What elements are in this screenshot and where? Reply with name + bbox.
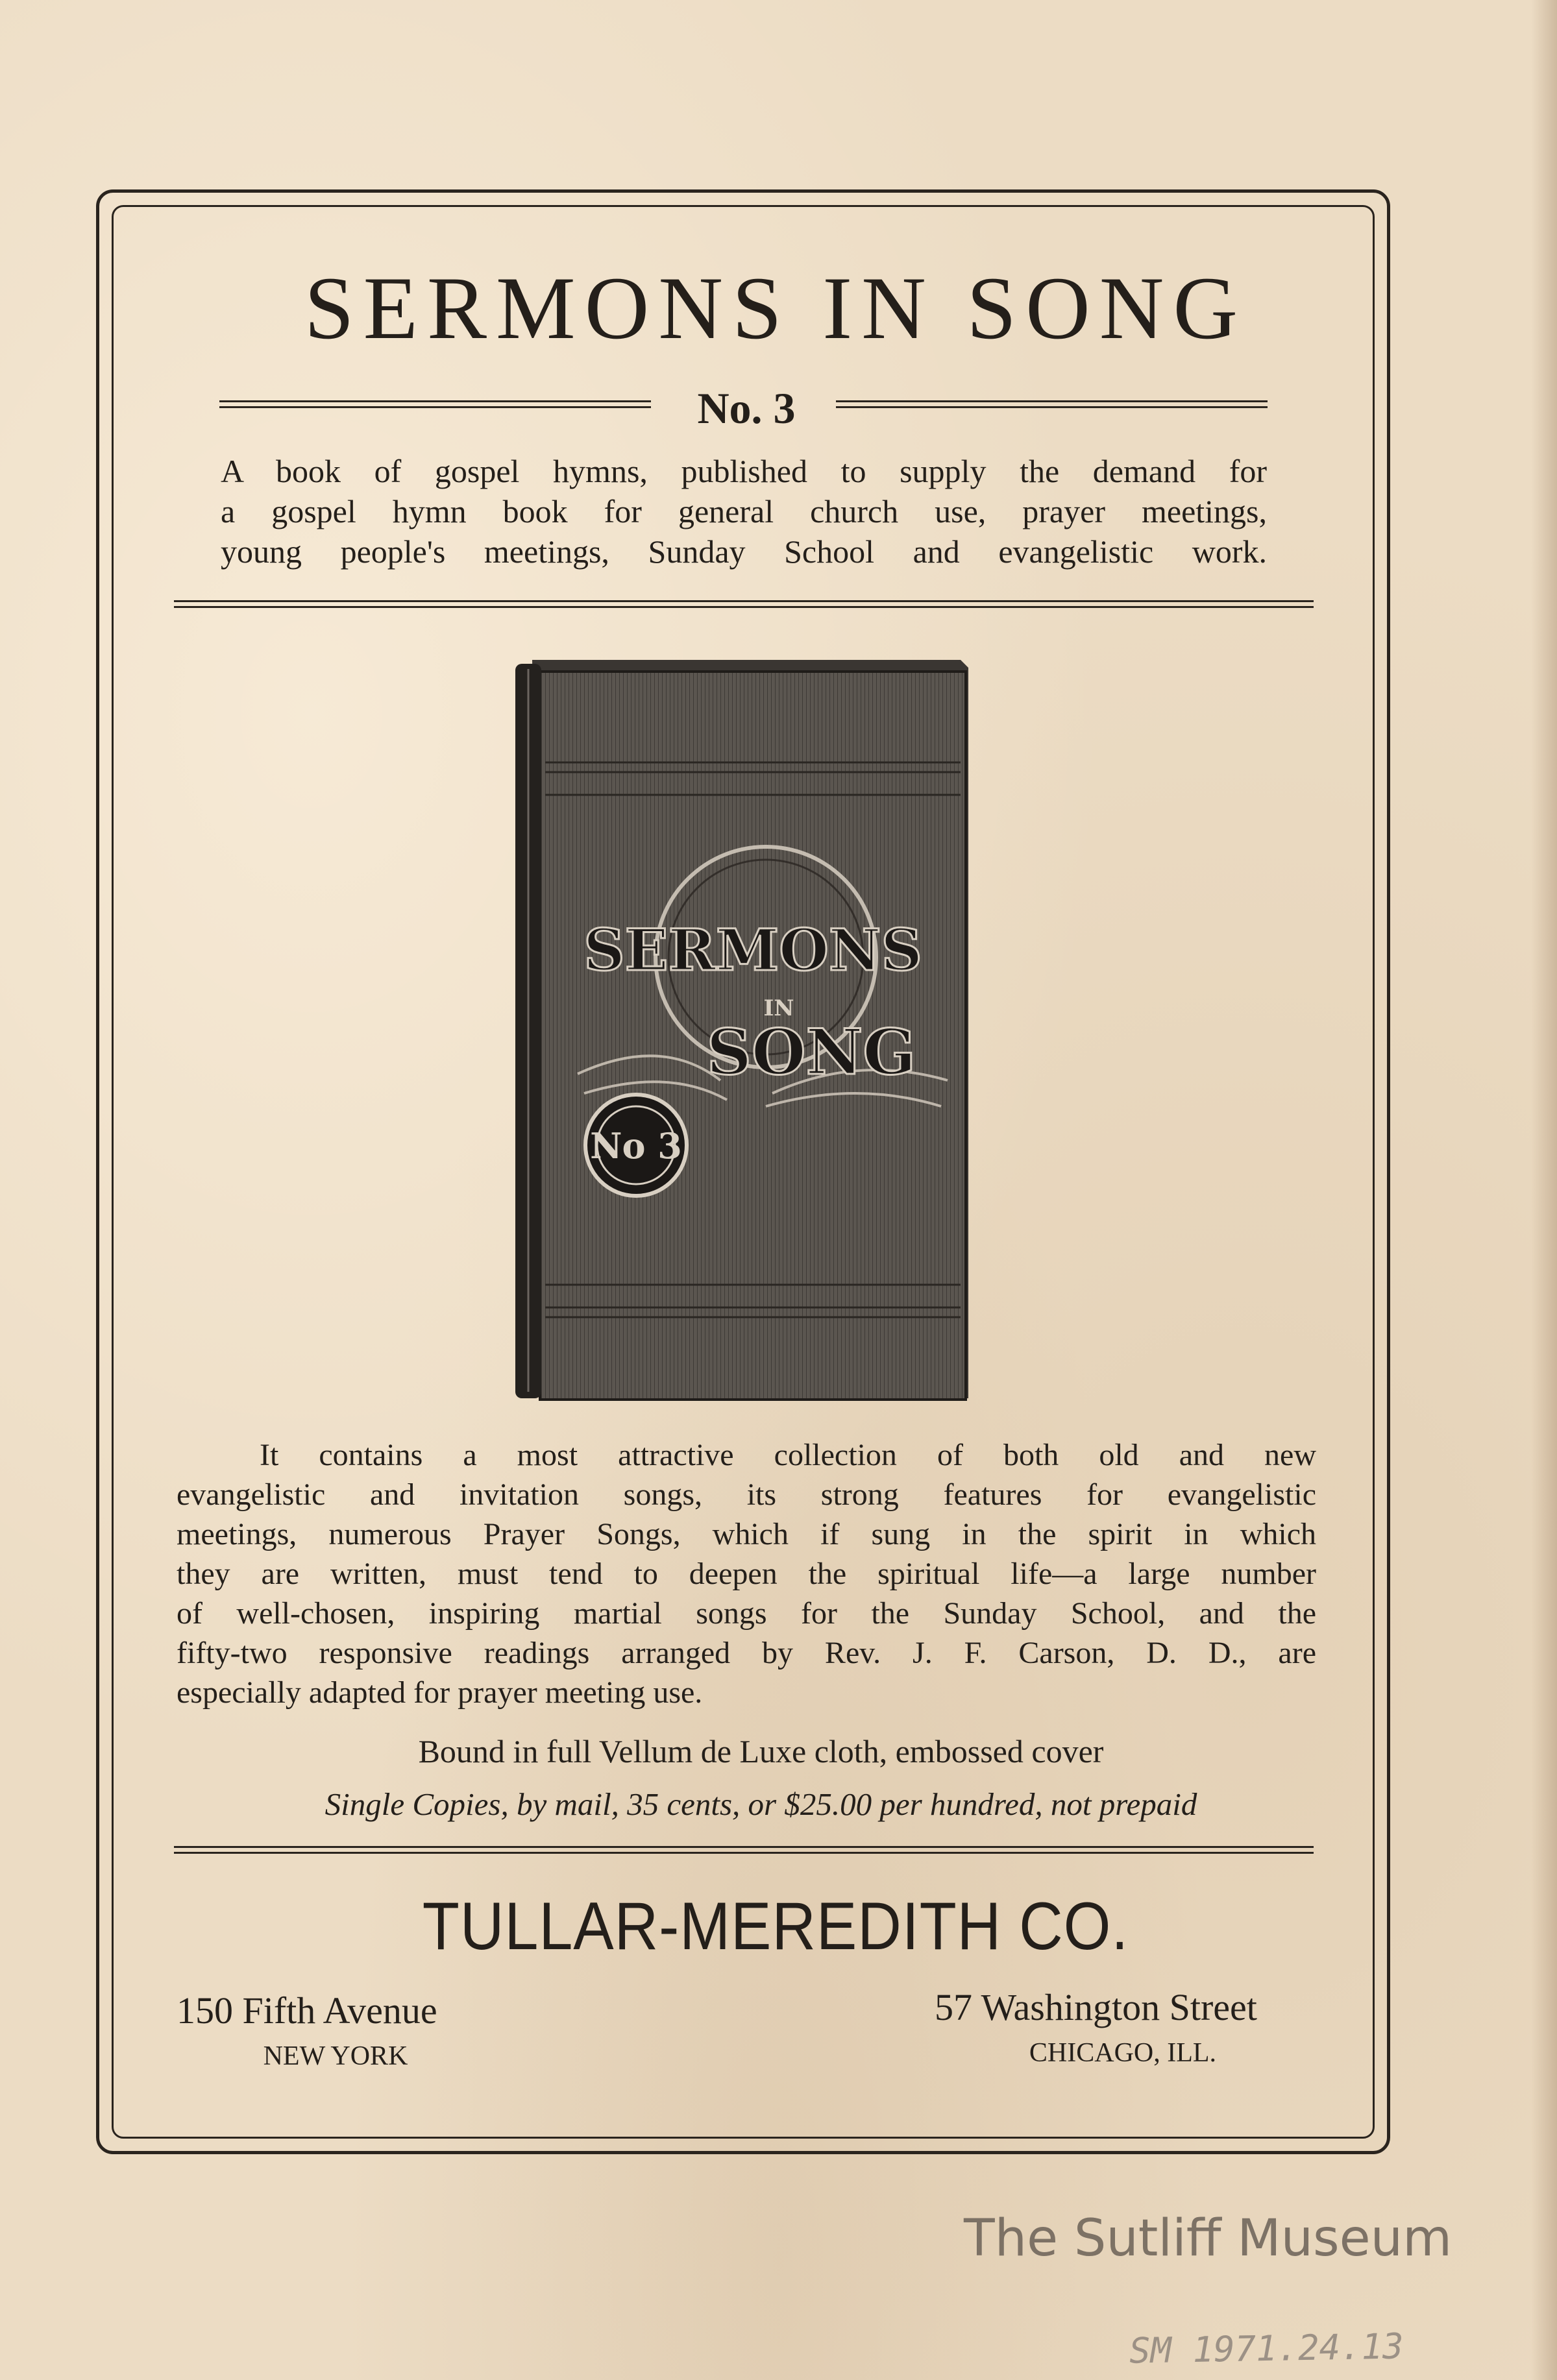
book-illustration: [506, 652, 987, 1405]
body-line: fifty-two responsive readings arranged by Rev. J. F. Carson, D. D., are: [177, 1636, 1316, 1670]
intro-line: young people's meetings, Sunday School and evangelistic work.: [221, 533, 1267, 570]
museum-watermark: The Sutliff Museum: [964, 2209, 1453, 2268]
address-right-street: 57 Washington Street: [935, 1986, 1257, 2028]
number-rule-left: [219, 400, 651, 408]
publisher-name: TULLAR-MEREDITH CO.: [422, 1889, 1129, 1964]
cover-number-text: No 3: [590, 1125, 682, 1167]
address-right-city: CHICAGO, ILL.: [1029, 2038, 1217, 2068]
binding-note: Bound in full Vellum de Luxe cloth, embossed cover: [418, 1733, 1104, 1769]
page-title: SERMONS IN SONG: [304, 258, 1247, 358]
body-line: evangelistic and invitation songs, its strong features for evangelistic: [177, 1477, 1316, 1512]
body-line: It contains a most attractive collection of both old and new: [260, 1438, 1316, 1472]
intro-line: a gospel hymn book for general church use, prayer meetings,: [221, 493, 1267, 529]
description-paragraph: [177, 1435, 1316, 1712]
paper-edge-shadow: [1531, 0, 1557, 2380]
address-left-street: 150 Fifth Avenue: [177, 1989, 437, 2032]
section-divider-top: [174, 600, 1314, 608]
cover-title-line3: SONG: [706, 1015, 916, 1089]
body-line: of well-chosen, inspiring martial songs for the Sunday School, and the: [177, 1596, 1316, 1631]
intro-paragraph: [221, 451, 1267, 572]
address-left-city: NEW YORK: [263, 2041, 408, 2071]
body-line: meetings, numerous Prayer Songs, which if sung in the spirit in which: [177, 1517, 1316, 1551]
edition-number: No. 3: [697, 383, 796, 433]
number-rule-right: [836, 400, 1268, 408]
section-divider-bottom: [174, 1846, 1314, 1854]
body-line: they are written, must tend to deepen the spiritual life—a large number: [177, 1557, 1316, 1591]
cover-title-line2: IN: [763, 995, 794, 1021]
accession-number: SM 1971.24.13: [1129, 2325, 1404, 2372]
body-line: especially adapted for prayer meeting use.: [177, 1675, 703, 1710]
cover-title-line1: SERMONS: [583, 916, 922, 984]
intro-line: A book of gospel hymns, published to supply the demand for: [221, 453, 1267, 489]
price-note: Single Copies, by mail, 35 cents, or $25.00 per hundred, not prepaid: [325, 1786, 1197, 1822]
